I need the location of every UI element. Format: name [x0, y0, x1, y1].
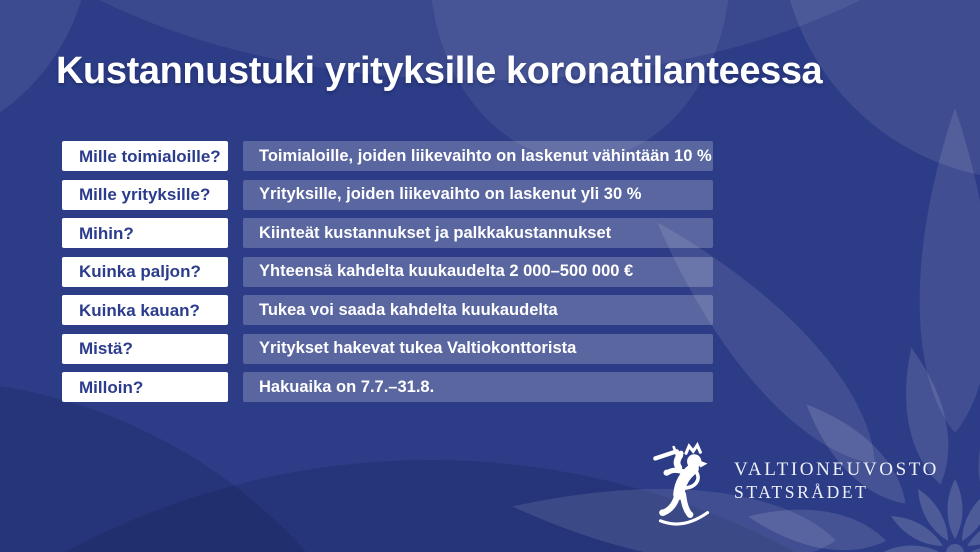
- table-row: [62, 372, 713, 402]
- table-row: [62, 141, 713, 171]
- row-label: Kuinka paljon?: [79, 262, 201, 281]
- row-value: Kiinteät kustannukset ja palkkakustannukset: [259, 223, 612, 242]
- row-value: Tukea voi saada kahdelta kuukaudelta: [259, 300, 558, 319]
- page-title: Kustannustuki yrityksille koronatilanteessa: [56, 50, 823, 92]
- row-label-box: [62, 372, 228, 402]
- row-label: Mille toimialoille?: [79, 146, 221, 166]
- row-label-box: [62, 218, 228, 248]
- row-value-box: [243, 180, 713, 210]
- table-row: [62, 218, 713, 248]
- logo-wordmark-fi: VALTIONEUVOSTO: [734, 459, 939, 480]
- government-logo: [652, 441, 939, 527]
- row-value: Hakuaika on 7.7.–31.8.: [259, 377, 435, 396]
- logo-wordmark-sv: STATSRÅDET: [734, 482, 869, 502]
- row-label-box: [62, 295, 228, 325]
- row-value-box: [243, 218, 713, 248]
- finnish-lion-coat-of-arms-icon: [652, 441, 718, 527]
- row-value-box: [243, 372, 713, 402]
- row-label: Mihin?: [79, 223, 134, 243]
- row-label-box: [62, 257, 228, 287]
- row-value: Yhteensä kahdelta kuukaudelta 2 000–500 000 €: [259, 262, 634, 281]
- table-row: [62, 257, 713, 287]
- row-label-box: [62, 141, 228, 171]
- row-value-box: [243, 141, 713, 171]
- row-label: Mille yrityksille?: [79, 185, 211, 204]
- row-label-box: [62, 334, 228, 364]
- row-value-box: [243, 257, 713, 287]
- info-table: [62, 141, 713, 411]
- row-value-box: [243, 334, 713, 364]
- row-value-box: [243, 295, 713, 325]
- row-value: Yritykset hakevat tukea Valtiokonttorista: [259, 339, 577, 358]
- row-label: Kuinka kauan?: [79, 300, 200, 320]
- table-row: [62, 295, 713, 325]
- row-label: Milloin?: [79, 377, 144, 397]
- table-row: [62, 180, 713, 210]
- row-label-box: [62, 180, 228, 210]
- row-value: Yrityksille, joiden liikevaihto on laskenut yli 30 %: [259, 185, 642, 204]
- row-value: Toimialoille, joiden liikevaihto on laskenut vähintään 10 %: [259, 146, 712, 165]
- row-label: Mistä?: [79, 339, 133, 358]
- table-row: [62, 334, 713, 364]
- logo-wordmark: [734, 458, 939, 504]
